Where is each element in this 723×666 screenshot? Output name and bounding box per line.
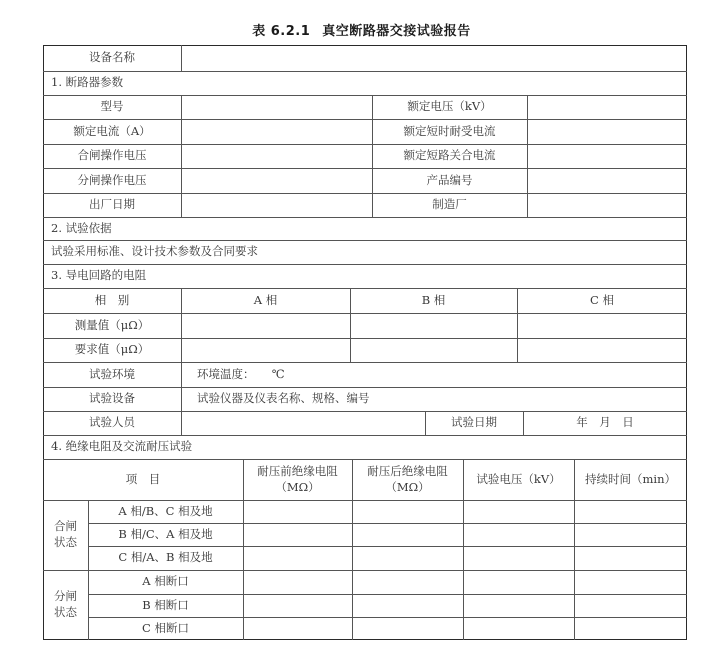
manufacturer-field[interactable] xyxy=(527,193,687,217)
opening-voltage-label: 分闸操作电压 xyxy=(77,172,147,187)
ir-after-header-text: 耐压后绝缘电阻 xyxy=(367,463,448,478)
short-time-withstand-current-label: 额定短时耐受电流 xyxy=(403,123,496,138)
open-state-label xyxy=(43,570,88,640)
model-label: 型号 xyxy=(100,99,124,114)
closed-row-2-item: B 相/C、A 相及地 xyxy=(118,526,213,541)
closed-state-label xyxy=(43,500,88,570)
closed-row-3-voltage-field[interactable] xyxy=(463,546,574,570)
product-number-label: 产品编号 xyxy=(426,172,473,187)
title-text: 真空断路器交接试验报告 xyxy=(322,24,471,39)
open-row-2-voltage-field[interactable] xyxy=(463,594,574,617)
section1-heading: 1. 断路器参数 xyxy=(51,75,124,90)
report-title xyxy=(0,20,723,39)
open-row-3-after-field[interactable] xyxy=(352,617,463,640)
test-date-label: 试验日期 xyxy=(451,415,497,430)
open-row-1-duration-field[interactable] xyxy=(574,570,687,594)
closed-row-2-before-field[interactable] xyxy=(243,523,352,546)
open-row-1-after-field[interactable] xyxy=(352,570,463,594)
closed-row-2-voltage-field[interactable] xyxy=(463,523,574,546)
required-value-b-field[interactable] xyxy=(350,338,517,362)
closing-voltage-field[interactable] xyxy=(181,144,372,168)
test-personnel-field[interactable] xyxy=(181,411,425,435)
phase-a-header: A 相 xyxy=(253,292,278,307)
closed-row-1-after-field[interactable] xyxy=(352,500,463,523)
short-time-withstand-current-field[interactable] xyxy=(527,119,687,144)
required-value-c-field[interactable] xyxy=(517,338,687,362)
equipment-name-field[interactable] xyxy=(181,45,687,71)
open-row-3-voltage-field[interactable] xyxy=(463,617,574,640)
equipment-name-label: 设备名称 xyxy=(89,50,135,65)
test-basis-text[interactable]: 试验采用标准、设计技术参数及合同要求 xyxy=(51,244,258,259)
manufacture-date-label: 出厂日期 xyxy=(89,197,135,212)
closed-row-1-duration-field[interactable] xyxy=(574,500,687,523)
rated-voltage-field[interactable] xyxy=(527,95,687,119)
section3-heading: 3. 导电回路的电阻 xyxy=(51,268,147,283)
closed-row-1-voltage-field[interactable] xyxy=(463,500,574,523)
closed-row-1-before-field[interactable] xyxy=(243,500,352,523)
measured-value-b-field[interactable] xyxy=(350,313,517,338)
closed-row-3-duration-field[interactable] xyxy=(574,546,687,570)
open-state-label-line2: 状态 xyxy=(54,605,77,619)
phase-c-header: C 相 xyxy=(590,292,614,307)
test-environment-label: 试验环境 xyxy=(89,366,135,381)
test-equipment-field[interactable]: 试验仪器及仪表名称、规格、编号 xyxy=(197,391,370,406)
test-voltage-header: 试验电压（kV） xyxy=(476,471,561,486)
measured-value-label: 测量值（μΩ） xyxy=(74,317,150,332)
table-number: 表 6.2.1 xyxy=(252,24,311,39)
closed-row-3-before-field[interactable] xyxy=(243,546,352,570)
open-state-label-line1: 分闸 xyxy=(54,589,77,604)
required-value-a-field[interactable] xyxy=(181,338,350,362)
short-circuit-making-current-field[interactable] xyxy=(527,144,687,168)
closed-row-3-after-field[interactable] xyxy=(352,546,463,570)
open-row-3-before-field[interactable] xyxy=(243,617,352,640)
short-circuit-making-current-label: 额定短路关合电流 xyxy=(403,148,496,163)
phase-b-header: B 相 xyxy=(421,292,446,307)
ir-before-header-unit: （MΩ） xyxy=(275,479,320,494)
closing-voltage-label: 合闸操作电压 xyxy=(77,148,147,163)
closed-row-3-item: C 相/A、B 相及地 xyxy=(118,550,213,565)
measured-value-c-field[interactable] xyxy=(517,313,687,338)
rated-voltage-label: 额定电压（kV） xyxy=(407,99,492,114)
closed-state-label-line1: 合闸 xyxy=(54,519,77,534)
open-row-1-voltage-field[interactable] xyxy=(463,570,574,594)
open-row-3-item: C 相断口 xyxy=(142,620,189,635)
section4-heading: 4. 绝缘电阻及交流耐压试验 xyxy=(51,439,193,454)
required-value-label: 要求值（μΩ） xyxy=(74,342,150,357)
rated-current-label: 额定电流（A） xyxy=(73,123,151,138)
test-equipment-label: 试验设备 xyxy=(89,391,135,406)
product-number-field[interactable] xyxy=(527,168,687,193)
open-row-3-duration-field[interactable] xyxy=(574,617,687,640)
closed-row-2-duration-field[interactable] xyxy=(574,523,687,546)
open-row-1-item: A 相断口 xyxy=(142,574,189,589)
manufacturer-label: 制造厂 xyxy=(432,197,467,212)
item-header: 项 目 xyxy=(125,471,161,486)
model-field[interactable] xyxy=(181,95,372,119)
section2-heading: 2. 试验依据 xyxy=(51,220,112,235)
ir-before-header xyxy=(243,459,352,500)
closed-state-label-line2: 状态 xyxy=(54,535,77,549)
open-row-1-before-field[interactable] xyxy=(243,570,352,594)
manufacture-date-field[interactable] xyxy=(181,193,372,217)
closed-row-1-item: A 相/B、C 相及地 xyxy=(118,503,213,518)
test-date-field[interactable]: 年 月 日 xyxy=(576,415,634,430)
opening-voltage-field[interactable] xyxy=(181,168,372,193)
ir-before-header-text: 耐压前绝缘电阻 xyxy=(257,463,338,478)
phase-header-label: 相 别 xyxy=(94,292,130,307)
open-row-2-duration-field[interactable] xyxy=(574,594,687,617)
ir-after-header-unit: （MΩ） xyxy=(385,479,430,494)
closed-row-2-after-field[interactable] xyxy=(352,523,463,546)
open-row-2-before-field[interactable] xyxy=(243,594,352,617)
open-row-2-item: B 相断口 xyxy=(142,597,189,612)
duration-header: 持续时间（min） xyxy=(585,471,676,486)
measured-value-a-field[interactable] xyxy=(181,313,350,338)
ir-after-header xyxy=(352,459,463,500)
test-personnel-label: 试验人员 xyxy=(89,415,135,430)
open-row-2-after-field[interactable] xyxy=(352,594,463,617)
rated-current-field[interactable] xyxy=(181,119,372,144)
test-environment-field[interactable]: 环境温度： ℃ xyxy=(197,366,285,381)
